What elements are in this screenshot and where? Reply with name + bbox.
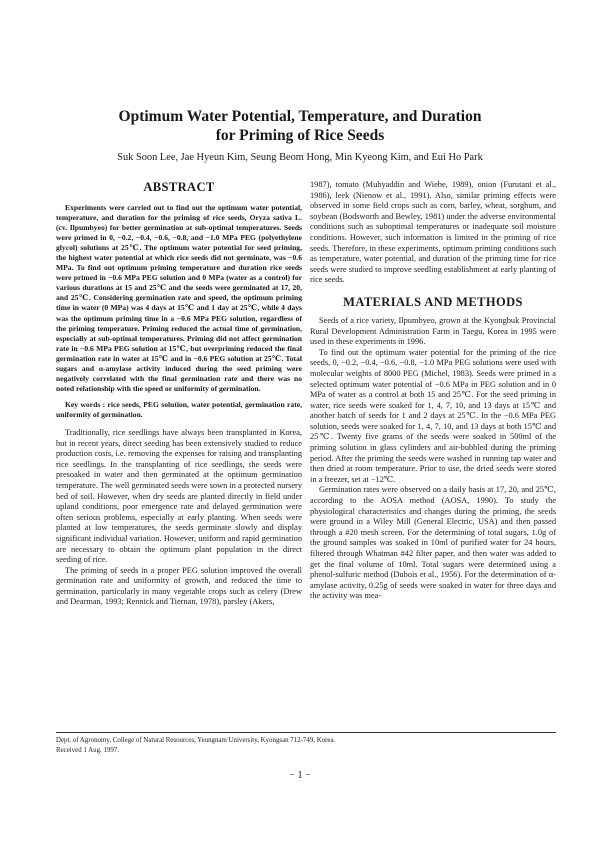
methods-paragraph-2: To find out the optimum water potential for the priming of the rice seeds, 0, −0.2, −0.4, −0.6, −0.8, −1.0 MPa PEG solutions were used with molecular weights of 8000 PEG (Michel, 1983). Seeds were primed in a selected optimum water potential of −0.6 MPa in PEG solution and in 0 MPa of water as a control at both 15 and 25℃. For the seed priming in water, rice seeds were soaked for 1, 4, 7, 10, and 13 days at 15℃ and another batch of seeds for 1 and 2 days at 25℃. In the −0.6 MPa PEG solution, seeds were soaked for 1, 4, 7, 10, and 13 days at both 15℃ and 25℃. Twenty five grams of the seeds were soaked in 500ml of the priming solution in glass cylinders and air-bubbled during the priming period. After the priming the seeds were washed in running tap water and then dried at room temperature. Prior to use, the dried seeds were stored in a freezer, set at −12℃.: [310, 347, 556, 484]
footnote-affiliation: Dept. of Agronomy, College of Natural Resources, Yeungnam University, Kyongsan 712-749, Korea.: [56, 737, 336, 744]
intro-paragraph-1: Traditionally, rice seedlings have always been transplanted in Korea, but in recent years, direct seeding has been extensively studied to reduce production costs, i.e. removing the expenses for raising and transplanting rice seedlings. In the transplanting of rice seedlings, the seeds were presoaked in water and then germinated at the optimum germination temperature. The well germinated seeds were sown in a protected nursery bed of soil. However, when dry seeds are planted directly in field under upland conditions, poor emergence rate and delayed germination were often serious problems, especially at early planting. When seeds were planted at low temperatures, the seeds germinate slowly and display significant individual variation. However, uniform and rapid germination are necessary to obtain the optimum plant population in the direct seeding of rice.: [56, 427, 302, 565]
right-column: [310, 180, 556, 602]
intro-paragraph-2: The priming of seeds in a proper PEG solution improved the overall germination rate and uniformity of growth, and reduced the time to germination, particularly in many vegetable crops such as celery (Drew and Dearman, 1993; Rennick and Tiernan, 1978), parsley (Akers,: [56, 565, 302, 607]
author-list: Suk Soon Lee, Jae Hyeun Kim, Seung Beom Hong, Min Kyeong Kim, and Eui Ho Park: [117, 152, 483, 163]
title-line-1: Optimum Water Potential, Temperature, and Duration: [118, 108, 482, 125]
paper-title: [40, 107, 560, 145]
footnote-received: Received 1 Aug. 1997.: [56, 746, 119, 754]
left-column: [56, 180, 302, 608]
abstract-text: Experiments were carried out to find out the optimum water potential, temperature, and duration for the priming of rice seeds, Oryza sativa L. (cv. Ilpumbyeo) for better germination at sub-optimal temperatures. Seeds were primed in 0, −0.2, −0.4, −0.6, −0.8, and −1.0 MPa PEG (polyethylene glycol) solutions at 25℃. The optimum water potential for seed priming, the highest water potential at which rice seeds did not germinate, was −0.6 MPa. To find out optimum priming temperature and duration rice seeds were primed in −0.6 MPa PEG solution and 0 MPa (water as a control) for various durations at 15 and 25℃ and the seeds were germinated at 17, 20, and 25℃. Considering germination rate and speed, the optimum priming time in water (0 MPa) was 4 days at 15℃ and 1 day at 25℃, while 4 days was the optimum priming time in a −0.6 MPa PEG solution, regardless of the priming temperature. Priming reduced the actual time of germination, especially at sub-optimal temperatures. Priming did not affect germination rate in −0.6 MPa PEG solution at 15℃, but overpriming reduced the final germination rate in water at 15℃ and in −0.6 PEG solution at 25℃. Total sugars and α-amylase activity induced during the seed priming were negatively correlated with the final germination rate and there was no noted relationship with the speed or uniformity of germination.: [56, 203, 302, 393]
intro-paragraph-2-continued: 1987), tomato (Muhyaddin and Wiebe, 1989), onion (Furutani et al., 1986), leek (Nienow et al., 1991). Also, similar priming effects were observed in some field crops such as corn, barley, wheat, sorghum, and soybean (Bodsworth and Bewley, 1981) under the adverse environmental conditions such as suboptimal temperatures or inadequate soil moisture conditions. However, such information is limited in the priming of rice seeds. Therefore, in these experiments, optimum priming conditions such as temperature, water potential, and duration of the priming time for rice seeds were studied to improve seedling establishment at early planting of rice seeds.: [310, 180, 556, 285]
page-number: − 1 −: [289, 770, 311, 781]
keywords: Key words : rice seeds, PEG solution, water potential, germination rate, uniformity of germination.: [56, 399, 302, 419]
title-line-2: for Priming of Rice Seeds: [215, 127, 385, 144]
methods-paragraph-3: Germination rates were observed on a daily basis at 17, 20, and 25℃, according to the AOSA method (AOSA, 1990). To study the physiological characteristics and changes during the priming, the seeds were ground in a Wiley Mill (General Electric, USA) and then passed through a #20 mesh screen. For the determining of total sugars, 1.0g of the ground samples was soaked in 10ml of purified water for 24 hours, filtered through Whatman #42 filter paper, and then water was added to get the final volume of 10ml. Total sugars were determined using a phenol-sulfuric method (Dubois et al., 1956). For the determination of α-amylase activity, 0.25g of seeds were soaked in water for three days and the activity was mea-: [310, 485, 556, 601]
footnote: [56, 732, 556, 755]
abstract-heading: ABSTRACT: [143, 180, 215, 194]
methods-paragraph-1: Seeds of a rice variety, Ilpumbyeo, grown at the Kyongbuk Provincial Rural Development Administration Farm in Taegu, Korea in 1995 were used in these experiments in 1996.: [310, 315, 556, 347]
methods-heading: MATERIALS AND METHODS: [343, 294, 523, 309]
